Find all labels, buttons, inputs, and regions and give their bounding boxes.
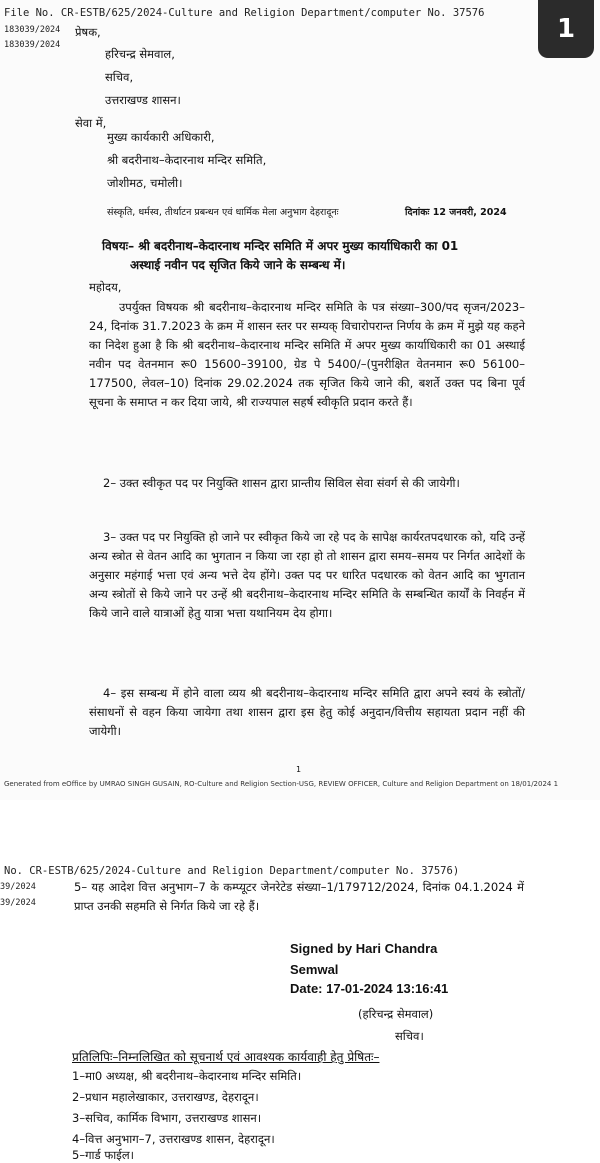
signatory-name: (हरिचन्द्र सेमवाल) [358,1007,434,1021]
document-page-2 [0,820,600,1162]
recipient-place: जोशीमठ, चमोली। [107,176,183,190]
letter-date: दिनांकः 12 जनवरी, 2024 [405,207,507,218]
paragraph-3: 3– उक्त पद पर नियुक्ति हो जाने पर स्वीकृत किये जा रहे पद के सापेक्ष कार्यरतपदधारक को, यदि उन्हें अन्य स्त्रोत से वेतन आदि का भुगतान न किया जा रहा हो तो शासन द्वारा समय–समय पर निर्गत आदेशों के अनुसार महंगाई भत्ता एवं अन्य भत्ते देय होंगे। उक्त पद पर धारित पदधारक को वेतन आदि का भुगतान अन्य स्त्रोतों से किये जाने पर उन्हें श्री बदरीनाथ–केदारनाथ मन्दिर समिति के सम्बन्धित कार्यों के निवर्हन में किये जाने वाले यात्राओं हेतु यात्रा भत्ता यथानियम देय होगा। [89,530,525,620]
copy-to-heading: प्रतिलिपिः–निम्नलिखित को सूचनार्थ एवं आवश्यक कार्यवाही हेतु प्रेषितः– [72,1050,380,1064]
file-reference: 183039/2024 [4,40,61,50]
subject-line-2: अस्थाई नवीन पद सृजित किये जाने के सम्बन्ध में। [130,258,346,272]
paragraph-4: 4– इस सम्बन्ध में होने वाला व्यय श्री बदरीनाथ–केदारनाथ मन्दिर समिति द्वारा अपने स्वयं के स्त्रोतों/संसाधनों से वहन किया जायेगा तथा शासन द्वारा इस हेतु कोई अनुदान/वित्तीय सहायता प्रदान नहीं की जायेगी। [89,686,525,738]
paragraph-5: 5– यह आदेश वित्त अनुभाग–7 के कम्प्यूटर जेनरेटेड संख्या–1/179712/2024, दिनांक 04.1.2024 में प्राप्त उनकी सहमति से निर्गत किये जा रहे हैं। [74,880,524,913]
copy-list-item: 5–गार्ड फाईल। [72,1148,134,1162]
subject-line [102,237,527,275]
sender-government: उत्तराखण्ड शासन। [105,93,181,107]
copy-list-item: 4–वित्त अनुभाग–7, उत्तराखण्ड शासन, देहरादून। [72,1132,275,1146]
file-reference: 183039/2024 [4,25,61,35]
file-reference: 39/2024 [0,898,36,908]
page-count-badge: 1 [538,0,594,58]
file-number-header: No. CR-ESTB/625/2024-Culture and Religion Department/computer No. 37576) [4,865,460,877]
copy-list-item: 1–मा0 अध्यक्ष, श्री बदरीनाथ–केदारनाथ मन्दिर समिति। [72,1069,302,1083]
signatory-post: सचिव। [395,1029,424,1043]
sender-name: हरिचन्द्र सेमवाल, [105,47,175,61]
sender-post: सचिव, [105,70,134,84]
file-number-header: File No. CR-ESTB/625/2024-Culture and Religion Department/computer No. 37576 [4,7,485,19]
to-label: सेवा में, [75,116,107,130]
page-number: 1 [296,765,302,774]
recipient-organisation: श्री बदरीनाथ–केदारनाथ मन्दिर समिति, [107,153,267,167]
recipient-post: मुख्य कार्यकारी अधिकारी, [107,130,215,144]
paragraph-1: उपर्युक्त विषयक श्री बदरीनाथ–केदारनाथ मन्दिर समिति के पत्र संख्या–300/पद सृजन/2023–24, दिनांक 31.7.2023 के क्रम में शासन स्तर पर सम्यक् विचारोपरान्त निर्णय के क्रम में मुझे यह कहने का निदेश हुआ है कि श्री बदरीनाथ–केदारनाथ मन्दिर समिति में अपर मुख्य कार्याधिकारी का 01 अस्थाई नवीन पद वेतनमान रू0 15600–39100, ग्रेड पे 5400/–(पुनरीक्षित वेतनमान रू0 56100–177500, लेवल–10) दिनांक 29.02.2024 तक सृजित किये जाने की, बशर्ते उक्त पद बिना पूर्व सूचना के समाप्त न कर दिया जाये, श्री राज्यपाल सहर्ष स्वीकृति प्रदान करते हैं। [89,300,525,409]
copy-list-item: 3–सचिव, कार्मिक विभाग, उत्तराखण्ड शासन। [72,1111,262,1125]
digital-signature-date: Date: 17-01-2024 13:16:41 [290,981,449,996]
digital-signature-line-1: Signed by Hari Chandra [290,941,438,956]
file-reference: 39/2024 [0,882,36,892]
digital-signature-line-2: Semwal [290,962,339,977]
subject-line-1: विषयः– श्री बदरीनाथ–केदारनाथ मन्दिर समिति में अपर मुख्य कार्याधिकारी का 01 [102,239,459,253]
copy-list-item: 2–प्रधान महालेखाकार, उत्तराखण्ड, देहरादून। [72,1090,259,1104]
eoffice-footer: Generated from eOffice by UMRAO SINGH GUSAIN, RO-Culture and Religion Section-USG, REVIEW OFFICER, Culture and Religion Department on 18/01/2024 1 [4,780,559,788]
salutation: महोदय, [89,280,122,294]
section-line: संस्कृति, धर्मस्व, तीर्थाटन प्रबन्धन एवं धार्मिक मेला अनुभाग देहरादूनः [107,207,339,218]
from-label: प्रेषक, [75,25,101,39]
paragraph-2: 2– उक्त स्वीकृत पद पर नियुक्ति शासन द्वारा प्रान्तीय सिविल सेवा संवर्ग से की जायेगी। [103,476,460,490]
